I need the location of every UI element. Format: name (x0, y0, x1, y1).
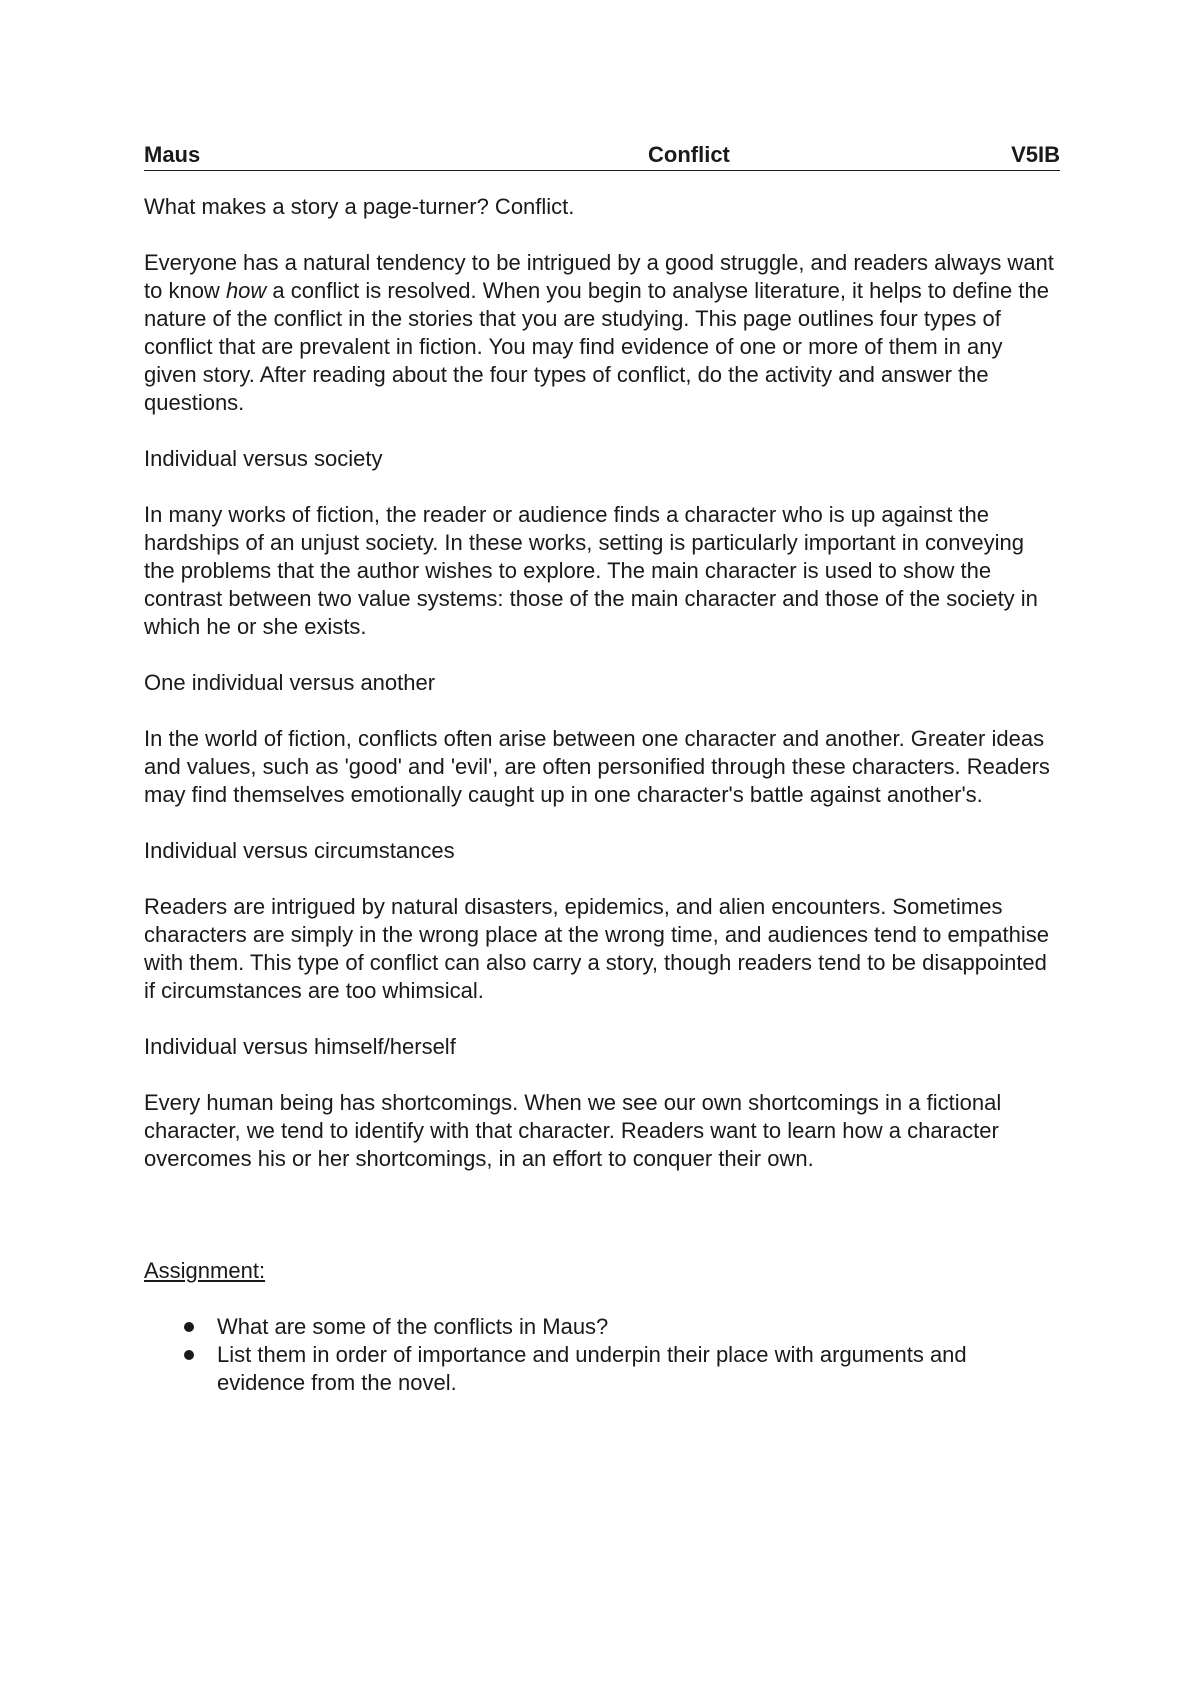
assignment-item-text: List them in order of importance and underpin their place with arguments and evidence from the novel. (217, 1342, 967, 1395)
bullet-icon (184, 1350, 194, 1360)
header-title: Maus (144, 142, 201, 167)
section-heading-society: Individual versus society (144, 446, 383, 471)
intro-paragraph (144, 249, 1060, 417)
assignment-item-text: What are some of the conflicts in Maus? (217, 1314, 609, 1339)
intro-text-part1: Everyone has a natural tendency to be intrigued by a good struggle, and readers always want to know (144, 250, 1054, 303)
list-item (144, 1341, 1060, 1397)
section-body-another: In the world of fiction, conflicts often arise between one character and another. Greater ideas and values, such as 'good' and 'evil', are often personified through these characters. Readers may find themselves emotionally caught up in one character's battle against another's. (144, 726, 1050, 807)
intro-question: What makes a story a page-turner? Conflict. (144, 194, 575, 219)
list-item (144, 1313, 1060, 1341)
header-topic: Conflict (648, 142, 730, 167)
assignment-title: Assignment: (144, 1258, 266, 1283)
section-heading-another: One individual versus another (144, 670, 436, 695)
section-body-self: Every human being has shortcomings. When we see our own shortcomings in a fictional character, we tend to identify with that character. Readers want to learn how a character overcomes his or her shortcomings, in an effort to conquer their own. (144, 1090, 1002, 1171)
bullet-icon (184, 1322, 194, 1332)
assignment-list (144, 1313, 1060, 1397)
header-class-code: V5IB (1011, 142, 1060, 167)
intro-text-part2: a conflict is resolved. When you begin to analyse literature, it helps to define the nature of the conflict in the stories that you are studying. This page outlines four types of conflict that are prevalent in fiction. You may find evidence of one or more of them in any given story. After reading about the four types of conflict, do the activity and answer the questions. (144, 278, 1049, 415)
section-heading-circumstances: Individual versus circumstances (144, 838, 455, 863)
section-body-circumstances: Readers are intrigued by natural disasters, epidemics, and alien encounters. Sometimes characters are simply in the wrong place at the wrong time, and audiences tend to empathise with them. This type of conflict can also carry a story, though readers tend to be disappointed if circumstances are too whimsical. (144, 894, 1049, 1003)
section-body-society: In many works of fiction, the reader or audience finds a character who is up against the hardships of an unjust society. In these works, setting is particularly important in conveying the problems that the author wishes to explore. The main character is used to show the contrast between two value systems: those of the main character and those of the society in which he or she exists. (144, 502, 1038, 639)
intro-emphasis: how (225, 278, 267, 303)
document-header (144, 140, 1060, 171)
section-heading-self: Individual versus himself/herself (144, 1034, 456, 1059)
document-page (144, 140, 1060, 1397)
